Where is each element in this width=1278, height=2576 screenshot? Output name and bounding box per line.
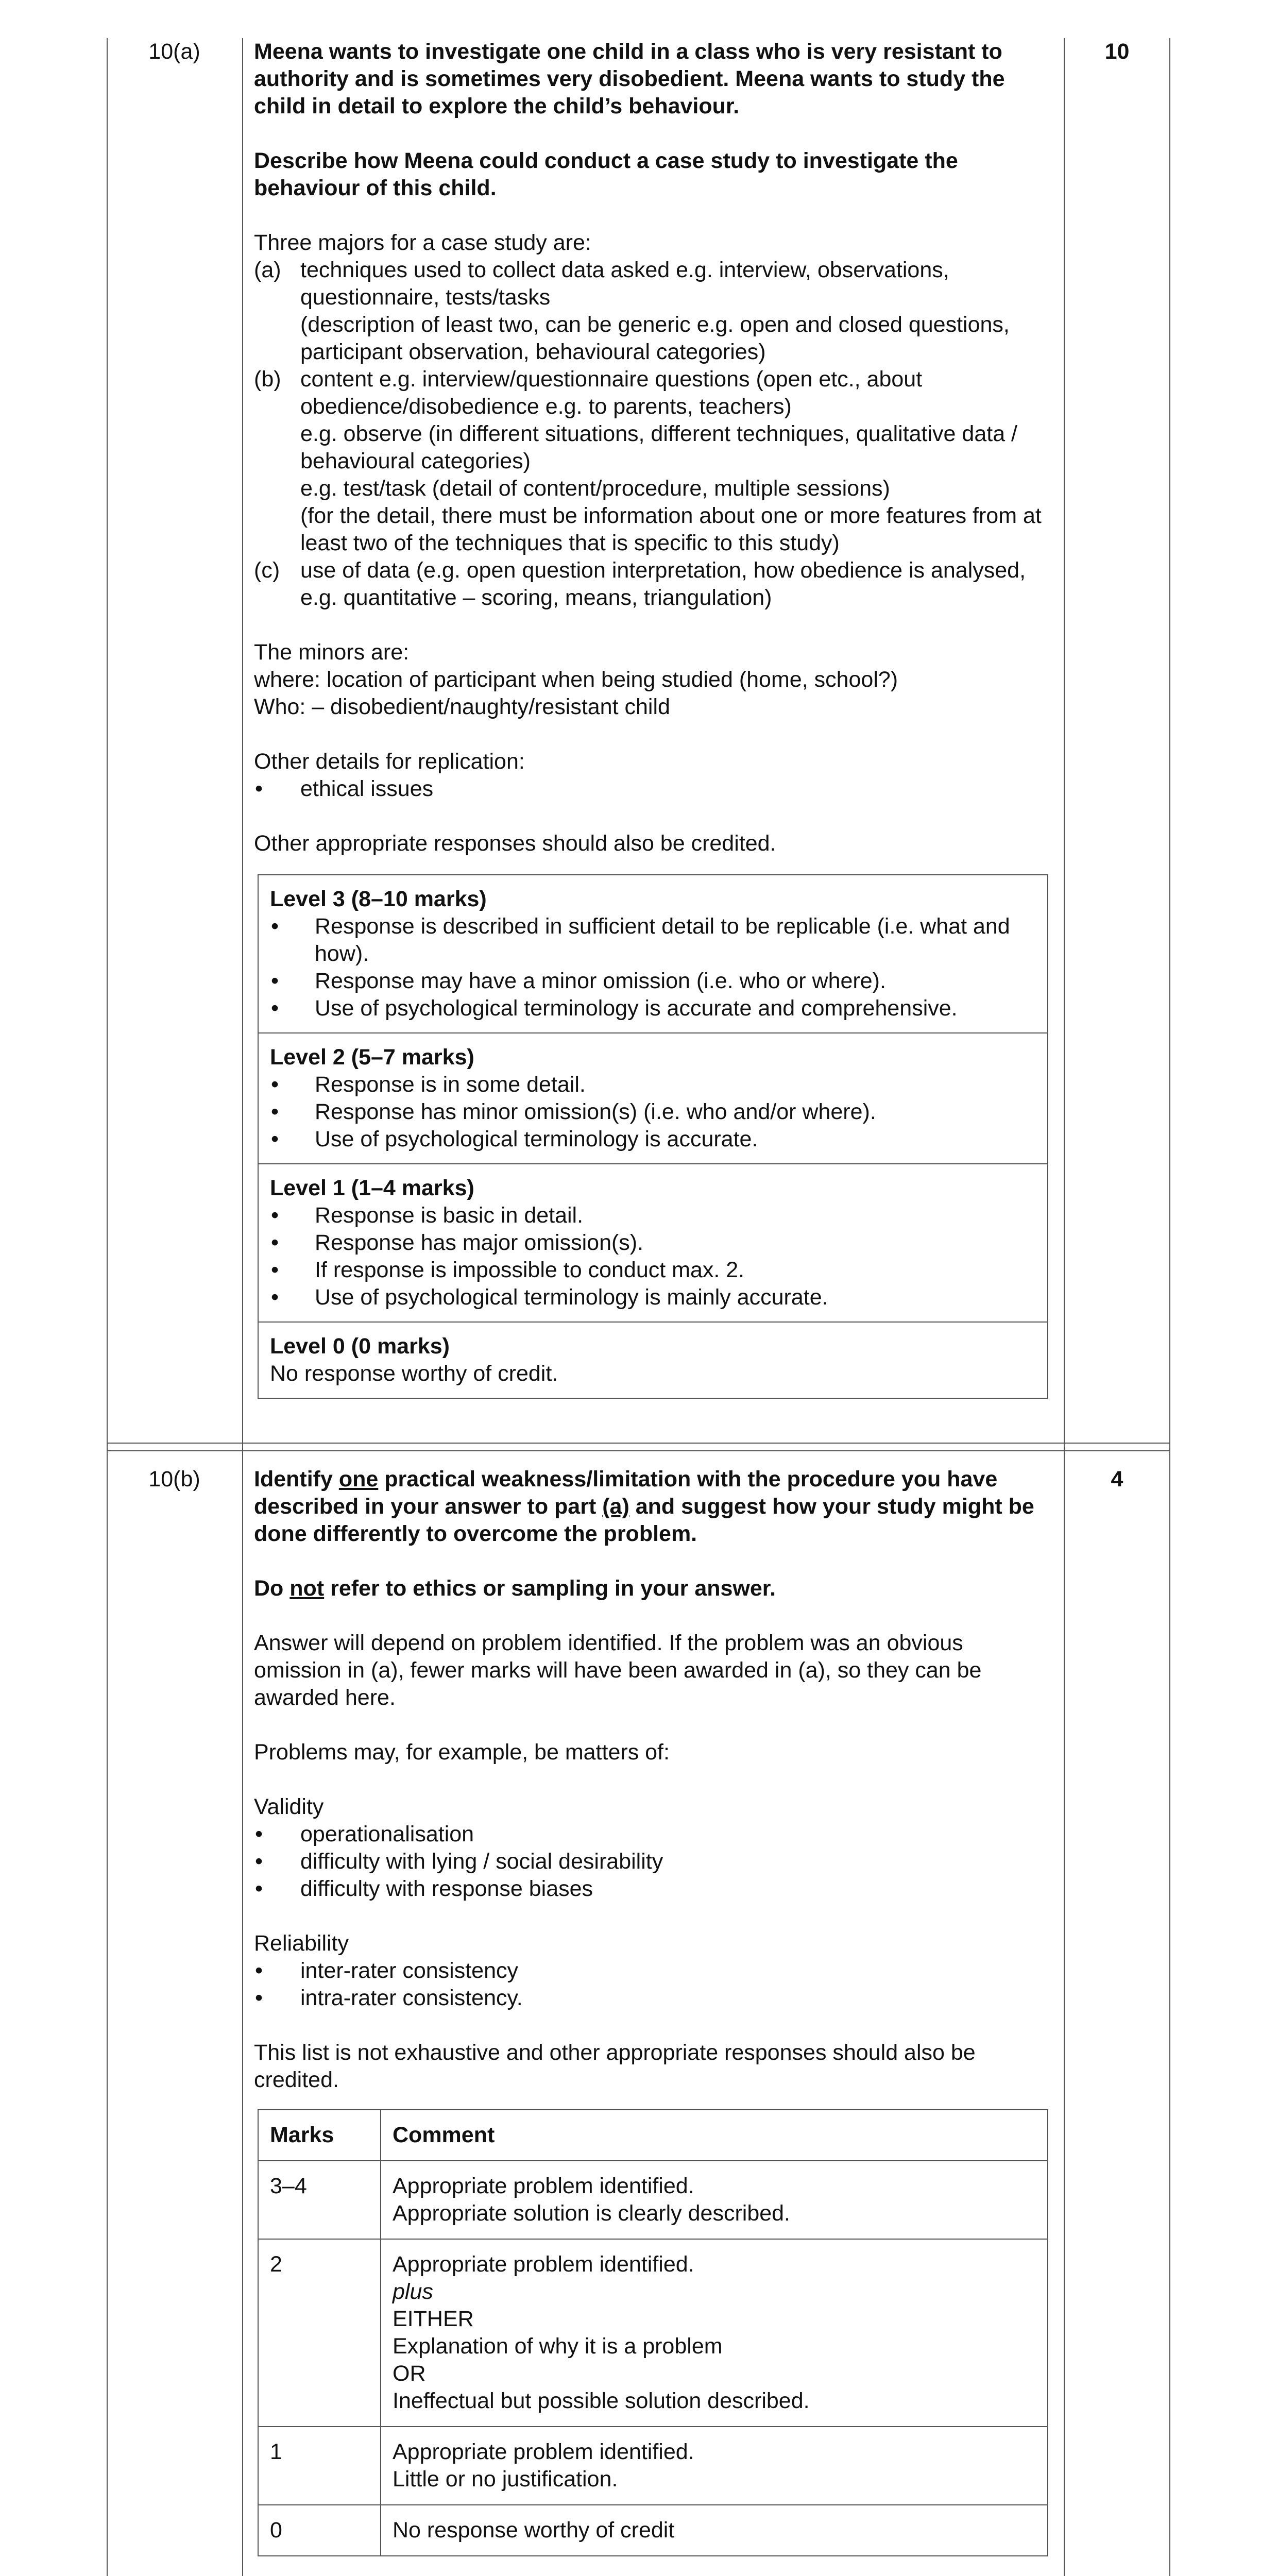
prompt-emphasis-one: one	[338, 1467, 379, 1492]
validity-list	[254, 1821, 1052, 1903]
validity-heading: Validity	[254, 1794, 324, 1819]
marks-cell: 2	[258, 2239, 381, 2427]
comment-line: Appropriate problem identified.	[393, 2174, 694, 2198]
marks-table	[258, 2109, 1048, 2556]
level-2-cell	[259, 1033, 1047, 1164]
major-line: use of data (e.g. open question interpretation, how obedience is analysed, e.g. quantitative – scoring, means, triangulation)	[300, 558, 1026, 610]
list-note: This list is not exhaustive and other appropriate responses should also be credited.	[254, 2040, 976, 2092]
bullet-item: • Response may have a minor omission (i.e. who or where).	[270, 968, 1036, 995]
major-item-b	[254, 366, 1052, 557]
comment-line: Explanation of why it is a problem	[393, 2334, 723, 2359]
level-text: No response worthy of credit.	[270, 1361, 558, 1386]
majors-list	[254, 257, 1052, 612]
prompt-text: and suggest how your study might be done differently to overcome the problem.	[254, 1494, 1034, 1546]
bullet-item: • intra-rater consistency.	[254, 1985, 1052, 2012]
marks-table-header	[258, 2110, 1048, 2161]
level-title: Level 1 (1–4 marks)	[270, 1176, 474, 1200]
level-title: Level 0 (0 marks)	[270, 1334, 450, 1359]
prompt-text: Identify	[254, 1467, 339, 1492]
bullet-item: • Response has major omission(s).	[270, 1229, 1036, 1257]
instruction-text: refer to ethics or sampling in your answer.	[324, 1576, 776, 1601]
bullet-item: • difficulty with lying / social desirability	[254, 1848, 1052, 1875]
level-bullets	[270, 1071, 1036, 1153]
comment-cell	[381, 2427, 1048, 2505]
instruction-text: Do	[254, 1576, 290, 1601]
bullet-item: • operationalisation	[254, 1821, 1052, 1848]
comment-cell	[381, 2161, 1048, 2239]
majors-intro: Three majors for a case study are:	[254, 230, 591, 255]
grid-line-qnum-right	[242, 38, 243, 2576]
major-line: techniques used to collect data asked e.g. interview, observations, questionnaire, tests/tasks	[300, 258, 949, 310]
comment-line: Appropriate problem identified.	[393, 2439, 694, 2464]
question-10b-prompt	[254, 1466, 1052, 1548]
bullet-item: • Use of psychological terminology is mainly accurate.	[270, 1284, 1036, 1311]
comment-line: Ineffectual but possible solution described.	[393, 2388, 810, 2413]
question-number-10b: 10(b)	[148, 1467, 200, 1492]
minors-who: Who: – disobedient/naughty/resistant child	[254, 694, 670, 719]
bullet-item: • Response has minor omission(s) (i.e. who and/or where).	[270, 1098, 1036, 1126]
level-3-cell	[259, 875, 1047, 1033]
reliability-list	[254, 1957, 1052, 2012]
comment-header-cell: Comment	[381, 2110, 1048, 2161]
question-marks-10b: 4	[1111, 1467, 1123, 1492]
comment-line: EITHER	[393, 2307, 474, 2331]
comment-line: No response worthy of credit	[393, 2518, 675, 2543]
bullet-item: • inter-rater consistency	[254, 1957, 1052, 1985]
bullet-item: • Use of psychological terminology is accurate.	[270, 1126, 1036, 1153]
level-bullets	[270, 1202, 1036, 1311]
major-line: e.g. test/task (detail of content/procedure, multiple sessions)	[300, 476, 890, 501]
major-line: content e.g. interview/questionnaire questions (open etc., about obedience/disobedience e.g. to parents, teachers)	[300, 367, 923, 419]
prompt-text: practical weakness/limitation with the procedure you have described in your answer to part	[254, 1467, 998, 1519]
bullet-item: • Use of psychological terminology is accurate and comprehensive.	[270, 995, 1036, 1022]
comment-line-plus: plus	[393, 2279, 433, 2304]
comment-line: Little or no justification.	[393, 2467, 618, 2492]
question-number-10a: 10(a)	[148, 39, 200, 64]
bullet-item: • If response is impossible to conduct max. 2.	[270, 1257, 1036, 1284]
marks-header-cell: Marks	[258, 2110, 381, 2161]
grid-line-right	[1169, 38, 1170, 2576]
minors-intro: The minors are:	[254, 640, 410, 665]
prompt-emphasis-part-a: (a)	[602, 1494, 629, 1519]
major-label: (a)	[254, 258, 281, 282]
minors-where: where: location of participant when being studied (home, school?)	[254, 667, 898, 692]
other-credit-note: Other appropriate responses should also be credited.	[254, 831, 776, 856]
comment-line: Appropriate problem identified.	[393, 2252, 694, 2277]
comment-cell	[381, 2505, 1048, 2556]
reliability-heading: Reliability	[254, 1931, 349, 1956]
grid-line-left	[107, 38, 108, 2576]
other-details-heading: Other details for replication:	[254, 749, 525, 774]
question-10a-content	[254, 38, 1052, 1399]
marks-cell: 1	[258, 2427, 381, 2505]
question-marks-10a: 10	[1104, 39, 1130, 64]
bullet-item: • Response is described in sufficient detail to be replicable (i.e. what and how).	[270, 913, 1036, 968]
bullet-item: • difficulty with response biases	[254, 1875, 1052, 1903]
problems-intro: Problems may, for example, be matters of:	[254, 1740, 670, 1765]
other-details-list	[254, 775, 1052, 803]
table-row	[258, 2239, 1048, 2427]
bullet-item: • Response is in some detail.	[270, 1071, 1036, 1098]
major-item-c	[254, 557, 1052, 612]
bullet-item: • Response is basic in detail.	[270, 1202, 1036, 1229]
table-row	[258, 2427, 1048, 2505]
row-separator-bottom	[107, 1450, 1170, 1451]
question-10a-task: Describe how Meena could conduct a case study to investigate the behaviour of this child.	[254, 148, 958, 200]
table-row	[258, 2161, 1048, 2239]
answer-note: Answer will depend on problem identified. If the problem was an obvious omission in (a), fewer marks will have been awarded in (a), so they can be awarded here.	[254, 1631, 982, 1710]
comment-cell	[381, 2239, 1048, 2427]
question-10a-prompt: Meena wants to investigate one child in a class who is very resistant to authority and is sometimes very disobedient. Meena wants to study the child in detail to explore the child’s behaviour.	[254, 39, 1005, 118]
level-0-cell	[259, 1323, 1047, 1398]
marks-cell: 3–4	[258, 2161, 381, 2239]
level-descriptors-table	[258, 874, 1048, 1399]
major-label: (b)	[254, 367, 281, 392]
table-row	[258, 2505, 1048, 2556]
major-label: (c)	[254, 558, 280, 583]
major-item-a	[254, 257, 1052, 366]
grid-line-content-right	[1064, 38, 1065, 2576]
question-10b-instruction	[254, 1575, 1052, 1602]
major-line: (description of least two, can be generic e.g. open and closed questions, participant observation, behavioural categories)	[300, 312, 1010, 364]
instruction-emphasis-not: not	[289, 1576, 325, 1601]
bullet-item: • ethical issues	[254, 775, 1052, 803]
comment-line: Appropriate solution is clearly described.	[393, 2201, 791, 2226]
level-bullets	[270, 913, 1036, 1022]
level-1-cell	[259, 1164, 1047, 1323]
comment-line: OR	[393, 2361, 426, 2386]
level-title: Level 3 (8–10 marks)	[270, 887, 487, 911]
question-10b-content	[254, 1466, 1052, 2556]
marks-cell: 0	[258, 2505, 381, 2556]
major-line: (for the detail, there must be information about one or more features from at least two of the techniques that is specific to this study)	[300, 503, 1042, 555]
level-title: Level 2 (5–7 marks)	[270, 1045, 474, 1070]
row-separator-top	[107, 1443, 1170, 1444]
major-line: e.g. observe (in different situations, different techniques, qualitative data / behavioural categories)	[300, 421, 1017, 473]
